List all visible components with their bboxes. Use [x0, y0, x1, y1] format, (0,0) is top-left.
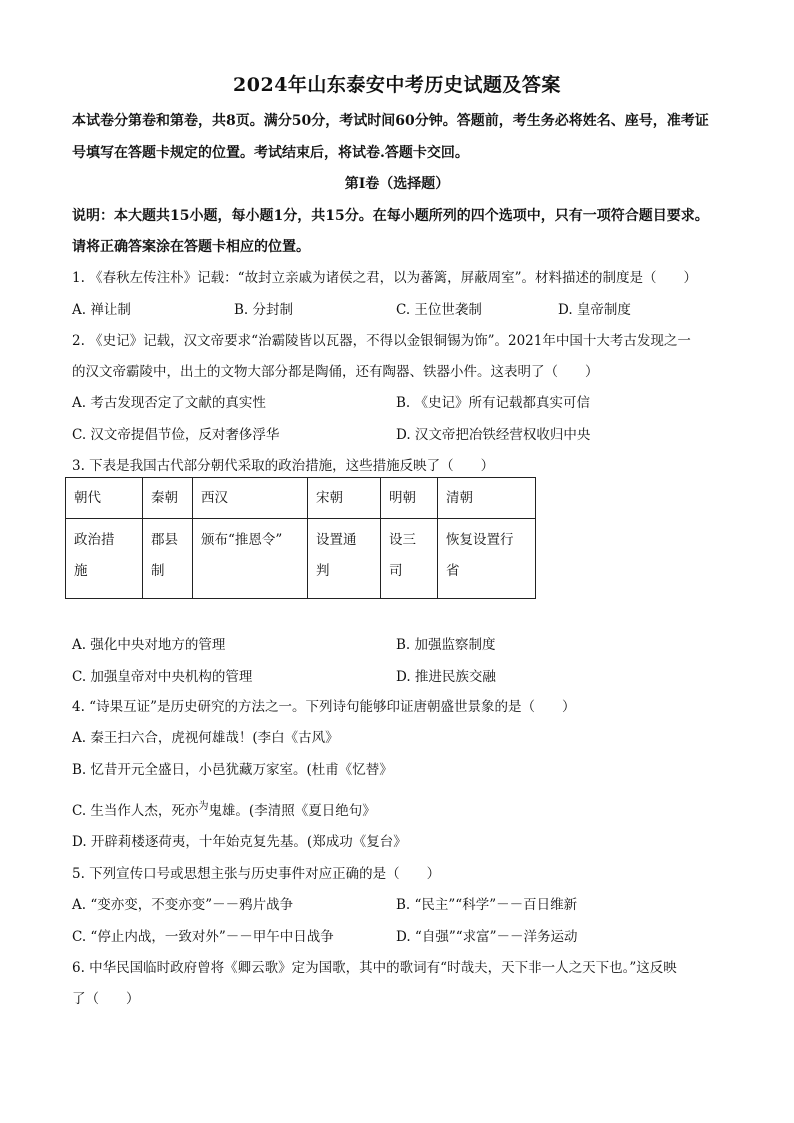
q6-stem-1: 6. 中华民国临时政府曾将《卿云歌》定为国歌，其中的歌词有“时哉夫，天下非一人之天下也。”这反映: [72, 960, 677, 976]
table-cell: 政治措 施: [66, 519, 143, 599]
q5-stem: 5. 下列宣传口号或思想主张与历史事件对应正确的是（ ）: [72, 866, 441, 882]
q2-option-d: D. 汉文帝把冶铁经营权收归中央: [396, 427, 591, 443]
instructions-line-2: 请将正确答案涂在答题卡相应的位置。: [72, 239, 310, 255]
q5-option-b: B. “民主”“科学”－－百日维新: [396, 897, 578, 913]
table-cell: 设置通 判: [308, 519, 381, 599]
table-header-cell: 朝代: [66, 478, 143, 519]
q1-option-b: B. 分封制: [234, 302, 294, 318]
q3-table: [65, 477, 536, 599]
q1-option-c: C. 王位世袭制: [396, 302, 482, 318]
instructions-line-1: 说明：本大题共15小题，每小题1分，共15分。在每小题所列的四个选项中，只有一项符合题目要求。: [72, 208, 709, 224]
table-header-cell: 宋朝: [308, 478, 381, 519]
q3-option-b: B. 加强监察制度: [396, 637, 496, 653]
table-row: [66, 519, 536, 599]
intro-line-1: 本试卷分第卷和第卷，共8页。满分50分，考试时间60分钟。答题前，考生务必将姓名、座号，准考证: [72, 113, 709, 129]
q5-option-d: D. “自强”“求富”－－洋务运动: [396, 929, 578, 945]
table-header-cell: 明朝: [381, 478, 438, 519]
table-cell: 设三 司: [381, 519, 438, 599]
table-cell: 颁布“推恩令”: [193, 519, 308, 599]
q4-option-a: A. 秦王扫六合，虎视何雄哉！(李白《古风》: [72, 730, 339, 746]
table-header-cell: 西汉: [193, 478, 308, 519]
table-header-row: [66, 478, 536, 519]
q4-option-b: B. 忆昔开元全盛日，小邑犹藏万家室。(杜甫《忆替》: [72, 762, 393, 778]
q2-option-c: C. 汉文帝提倡节俭，反对奢侈浮华: [72, 427, 280, 443]
q3-option-c: C. 加强皇帝对中央机构的管理: [72, 669, 253, 685]
q4-option-d: D. 开辟莉楼逐荷夷，十年始克复先基。(郑成功《复台》: [72, 834, 407, 850]
table-cell: 郡县 制: [143, 519, 193, 599]
q2-stem-2: 的汉文帝霸陵中，出土的文物大部分都是陶俑，还有陶器、铁器小件。这表明了（ ）: [72, 364, 599, 380]
q2-stem-1: 2. 《史记》记载，汉文帝要求“治霸陵皆以瓦器，不得以金银铜锡为饰”。2021年中国十大考古发现之一: [72, 333, 691, 349]
q2-option-a: A. 考古发现否定了文献的真实性: [72, 395, 266, 411]
q4-option-c: C. 生当作人杰，死亦$^为$鬼雄。(李清照《夏日绝句》: [72, 801, 376, 819]
table-cell: 恢复设置行 省: [438, 519, 536, 599]
table-header-cell: 清朝: [438, 478, 536, 519]
q3-option-a: A. 强化中央对地方的管理: [72, 637, 226, 653]
page-title: 2024年山东泰安中考历史试题及答案: [233, 74, 561, 96]
q5-option-a: A. “变亦变，不变亦变”－－鸦片战争: [72, 897, 294, 913]
q2-option-b: B. 《史记》所有记载都真实可信: [396, 395, 591, 411]
table-header-cell: 秦朝: [143, 478, 193, 519]
q1-stem: 1. 《春秋左传注朴》记载：“故封立亲戚为诸侯之君，以为蕃篱，屏蔽周室”。材料描述的制度是（ ）: [72, 270, 697, 286]
q6-stem-2: 了（ ）: [72, 991, 140, 1007]
section-title: 第I卷（选择题）: [344, 176, 450, 192]
intro-line-2: 号填写在答题卡规定的位置。考试结束后，将试卷.答题卡交回。: [72, 145, 469, 161]
q1-option-d: D. 皇帝制度: [558, 302, 631, 318]
q4-stem: 4. “诗果互证”是历史研究的方法之一。下列诗句能够印证唐朝盛世景象的是（ ）: [72, 699, 576, 715]
q3-stem: 3. 下表是我国古代部分朝代采取的政治措施，这些措施反映了（ ）: [72, 458, 495, 474]
q3-option-d: D. 推进民族交融: [396, 669, 496, 685]
q5-option-c: C. “停止内战，一致对外”－－甲午中日战争: [72, 929, 334, 945]
q1-option-a: A. 禅让制: [72, 302, 131, 318]
